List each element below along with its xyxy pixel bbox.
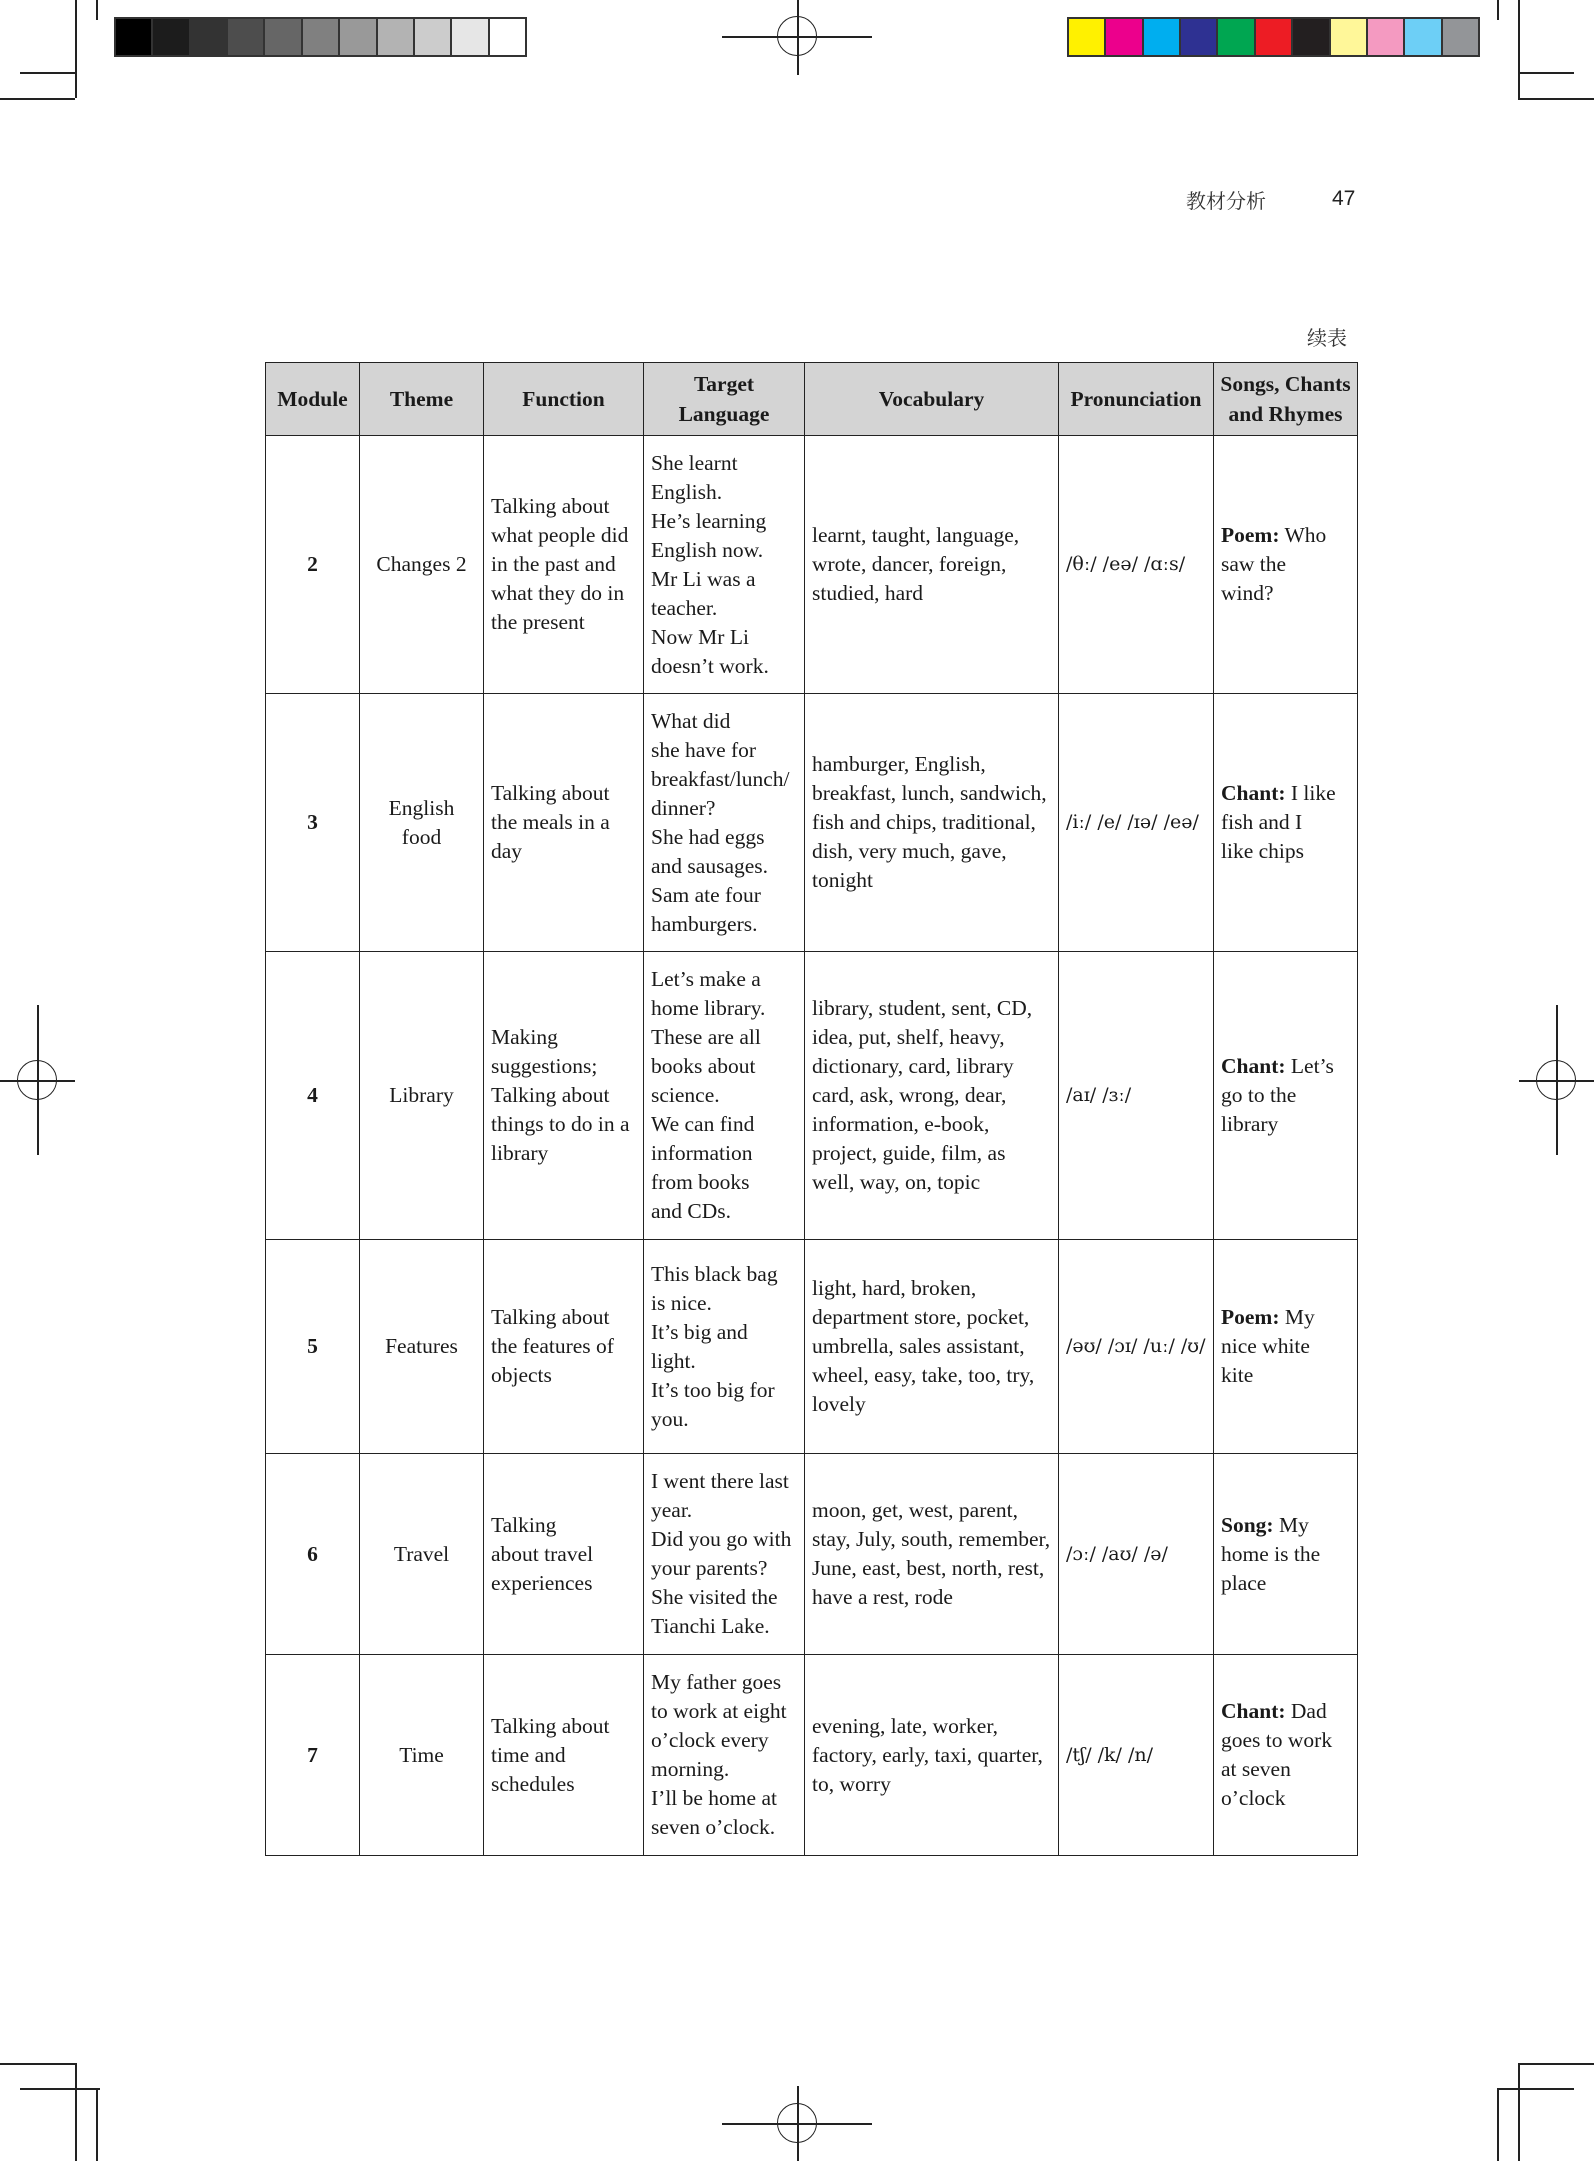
vocabulary-cell [805, 952, 1059, 1240]
cell-text-line [1221, 521, 1350, 550]
cell-text-line: idea, put, shelf, heavy, [812, 1025, 1005, 1049]
table-row [266, 1454, 1358, 1655]
cell-text-line: to work at eight [651, 1699, 787, 1723]
theme-cell [360, 1454, 484, 1655]
cell-text-line: Talking about [491, 494, 610, 518]
song-chant-rhyme-cell [1214, 952, 1358, 1240]
cell-text-line: Changes 2 [376, 552, 467, 576]
header-text-line: Pronunciation [1070, 387, 1202, 411]
cell-text-line: library [491, 1141, 549, 1165]
header-theme [360, 363, 484, 436]
target-language-cell [644, 1655, 805, 1856]
header-module [266, 363, 360, 436]
cell-text-line: seven o’clock. [651, 1815, 776, 1839]
cell-text-line: Mr Li was a [651, 566, 756, 591]
header-text-line: Function [522, 387, 605, 411]
cell-text-line: and sausages. [651, 853, 769, 878]
cell-text-line: fish and I [1221, 810, 1303, 834]
cell-text-line: Sam ate four [651, 882, 761, 907]
song-type-label: Song: [1221, 1512, 1274, 1537]
cell-text-line: in the past and [491, 552, 616, 576]
process-color-swatch [1443, 19, 1478, 55]
cell-text-line: Time [399, 1742, 444, 1767]
cell-text-line: information, e-book, [812, 1112, 990, 1136]
cell-text-line: science. [651, 1083, 720, 1107]
cell-text-line: about travel [491, 1541, 594, 1566]
header-vocabulary [805, 363, 1059, 436]
cell-text-line: She learnt [651, 450, 738, 475]
cell-text-line: o’clock every [651, 1728, 769, 1752]
pronunciation-cell: /θː/ /eə/ /ɑːs/ [1059, 436, 1214, 694]
cell-text-line: I’ll be home at [651, 1786, 777, 1810]
process-color-swatch [1106, 19, 1143, 55]
cell-text-line: tonight [812, 868, 873, 892]
cell-text-line: Tianchi Lake. [651, 1614, 770, 1638]
cell-text-line: factory, early, taxi, quarter, [812, 1742, 1043, 1767]
cell-text-line: have a rest, rode [812, 1585, 953, 1609]
cell-text-line: information [651, 1141, 753, 1165]
cell-text-line: wrote, dancer, foreign, [812, 552, 1007, 576]
cell-text-line: breakfast, lunch, sandwich, [812, 781, 1047, 805]
cell-text-line: light. [651, 1348, 696, 1373]
process-color-swatch [1331, 19, 1368, 55]
process-color-swatch [1218, 19, 1255, 55]
table-row [266, 1240, 1358, 1454]
cell-text-line [1221, 1697, 1350, 1726]
target-language-cell [644, 694, 805, 952]
theme-cell [360, 694, 484, 952]
cell-text-line: o’clock [1221, 1786, 1286, 1810]
grayscale-swatch [303, 19, 340, 55]
song-title-text: Dad [1285, 1699, 1327, 1723]
cell-text-line: Library [389, 1083, 454, 1107]
target-language-cell [644, 1454, 805, 1655]
grayscale-swatch [490, 19, 525, 55]
cell-text-line: breakfast/lunch/ [651, 766, 790, 791]
cell-text-line: is nice. [651, 1290, 712, 1315]
header-text-line: and Rhymes [1228, 402, 1343, 426]
song-type-label: Chant: [1221, 1054, 1286, 1078]
cell-text-line: hamburgers. [651, 911, 758, 936]
cell-text-line: Talking about [491, 1305, 610, 1329]
cell-text-line: go to the [1221, 1083, 1297, 1107]
cell-text-line: like chips [1221, 839, 1304, 863]
cell-text-line: library [1221, 1112, 1279, 1136]
grayscale-bar [114, 17, 527, 57]
module-cell: 4 [266, 952, 360, 1240]
target-language-cell [644, 1240, 805, 1454]
module-cell: 2 [266, 436, 360, 694]
cell-text-line: schedules [491, 1771, 575, 1796]
song-type-label: Chant: [1221, 1699, 1286, 1723]
grayscale-swatch [116, 19, 153, 55]
cell-text-line: light, hard, broken, [812, 1276, 977, 1300]
cell-text-line: It’s too big for [651, 1377, 775, 1402]
cell-text-line: project, guide, film, as [812, 1141, 1006, 1165]
cell-text-line: Talking about [491, 1083, 610, 1107]
vocabulary-cell [805, 694, 1059, 952]
continued-label: 续表 [1307, 326, 1347, 350]
pronunciation-cell: /ɔː/ /aʊ/ /ə/ [1059, 1454, 1214, 1655]
cell-text-line: at seven [1221, 1757, 1291, 1781]
function-cell [484, 1454, 644, 1655]
song-chant-rhyme-cell [1214, 694, 1358, 952]
cell-text-line: day [491, 839, 523, 863]
header-text-line: Songs, Chants [1220, 372, 1351, 396]
cell-text-line: to, worry [812, 1771, 891, 1796]
cell-text-line: Now Mr Li [651, 624, 749, 649]
cell-text-line: you. [651, 1406, 689, 1431]
song-type-label: Poem: [1221, 523, 1280, 547]
cell-text-line: June, east, best, north, rest, [812, 1556, 1045, 1580]
cell-text-line: your parents? [651, 1556, 768, 1580]
vocabulary-cell [805, 436, 1059, 694]
cell-text-line: goes to work [1221, 1728, 1333, 1752]
cell-text-line: Travel [393, 1541, 450, 1566]
song-title-text: My [1279, 1305, 1315, 1329]
cell-text-line: objects [491, 1363, 552, 1387]
cell-text-line: Let’s make a [651, 967, 761, 991]
cell-text-line: My father goes [651, 1670, 782, 1694]
song-chant-rhyme-cell [1214, 436, 1358, 694]
cell-text-line: wheel, easy, take, too, try, [812, 1363, 1035, 1387]
cell-text-line: teacher. [651, 595, 718, 620]
cell-text-line: home is the [1221, 1541, 1321, 1566]
process-color-swatch [1181, 19, 1218, 55]
song-type-label: Poem: [1221, 1305, 1280, 1329]
function-cell [484, 694, 644, 952]
cell-text-line: These are all [651, 1025, 761, 1049]
cell-text-line: learnt, taught, language, [812, 523, 1020, 547]
header-text-line: Vocabulary [878, 387, 985, 411]
function-cell [484, 436, 644, 694]
header-text-line: Language [678, 402, 770, 426]
cell-text-line: dictionary, card, library [812, 1054, 1014, 1078]
pronunciation-cell: /iː/ /e/ /ɪə/ /eə/ [1059, 694, 1214, 952]
cell-text-line: English. [651, 479, 723, 504]
header-text-line: Target [693, 372, 755, 396]
song-chant-rhyme-cell [1214, 1240, 1358, 1454]
cell-text-line: This black bag [651, 1261, 778, 1286]
grayscale-swatch [415, 19, 452, 55]
pronunciation-cell: /tʃ/ /k/ /n/ [1059, 1655, 1214, 1856]
cell-text-line: Features [385, 1334, 458, 1358]
header-target-language [644, 363, 805, 436]
cell-text-line: She visited the [651, 1585, 778, 1609]
cell-text-line: home library. [651, 996, 766, 1020]
cell-text-line: and CDs. [651, 1199, 732, 1223]
cell-text-line: from books [651, 1170, 750, 1194]
curriculum-table [265, 362, 1358, 1856]
target-language-cell [644, 436, 805, 694]
cell-text-line: the meals in a [491, 810, 610, 834]
cell-text-line: English [388, 795, 455, 820]
cell-text-line: Talking about [491, 1713, 610, 1738]
grayscale-swatch [191, 19, 228, 55]
table-row [266, 694, 1358, 952]
pronunciation-cell: /aɪ/ /ɜː/ [1059, 952, 1214, 1240]
process-color-swatch [1144, 19, 1181, 55]
song-title-text: I like [1285, 781, 1336, 805]
cell-text-line: She had eggs [651, 824, 765, 849]
cell-text-line: stay, July, south, remember, [812, 1527, 1051, 1551]
cell-text-line: books about [651, 1054, 756, 1078]
cell-text-line: I went there last [651, 1469, 789, 1493]
function-cell [484, 1240, 644, 1454]
cell-text-line: wind? [1221, 581, 1274, 605]
song-title-text: Who [1279, 523, 1327, 547]
cell-text-line: moon, get, west, parent, [812, 1498, 1018, 1522]
vocabulary-cell [805, 1655, 1059, 1856]
cell-text-line: English now. [651, 537, 764, 562]
vocabulary-cell [805, 1454, 1059, 1655]
cell-text-line: library, student, sent, CD, [812, 996, 1033, 1020]
cell-text-line: well, way, on, topic [812, 1170, 981, 1194]
cell-text-line [1221, 1303, 1350, 1332]
cell-text-line: year. [651, 1498, 693, 1522]
cell-text-line: the features of [491, 1334, 614, 1358]
cell-text-line: What did [651, 708, 731, 733]
grayscale-swatch [265, 19, 302, 55]
song-title-text: Let’s [1285, 1054, 1334, 1078]
cell-text-line: department store, pocket, [812, 1305, 1030, 1329]
module-cell: 3 [266, 694, 360, 952]
cell-text-line: doesn’t work. [651, 653, 769, 678]
grayscale-swatch [452, 19, 489, 55]
cell-text-line: dinner? [651, 795, 716, 820]
theme-cell [360, 952, 484, 1240]
cell-text-line [1221, 1511, 1350, 1540]
vocabulary-cell [805, 1240, 1059, 1454]
cell-text-line: studied, hard [812, 581, 924, 605]
cell-text-line: what they do in [491, 581, 625, 605]
cell-text-line: umbrella, sales assistant, [812, 1334, 1025, 1358]
cell-text-line: dish, very much, gave, [812, 839, 1007, 863]
cell-text-line: time and [491, 1742, 566, 1767]
theme-cell [360, 436, 484, 694]
section-label: 教材分析 [1186, 189, 1266, 213]
cell-text-line: she have for [651, 737, 757, 762]
process-color-swatch [1069, 19, 1106, 55]
cell-text-line: It’s big and [651, 1319, 748, 1344]
function-cell [484, 952, 644, 1240]
process-color-swatch [1405, 19, 1442, 55]
grayscale-swatch [153, 19, 190, 55]
header-songs-chants-rhymes [1214, 363, 1358, 436]
cell-text-line: nice white [1221, 1334, 1310, 1358]
table-row [266, 1655, 1358, 1856]
process-color-swatch [1293, 19, 1330, 55]
cell-text-line: experiences [491, 1570, 593, 1595]
header-pronunciation [1059, 363, 1214, 436]
table-row [266, 436, 1358, 694]
pronunciation-cell: /əʊ/ /ɔɪ/ /uː/ /ʊ/ [1059, 1240, 1214, 1454]
cell-text-line: fish and chips, traditional, [812, 810, 1036, 834]
song-title-text: My [1273, 1512, 1309, 1537]
cell-text-line: Making [491, 1025, 558, 1049]
grayscale-swatch [378, 19, 415, 55]
cell-text-line: things to do in a [491, 1112, 630, 1136]
module-cell: 7 [266, 1655, 360, 1856]
header-text-line: Module [277, 387, 348, 411]
theme-cell [360, 1240, 484, 1454]
song-type-label: Chant: [1221, 781, 1286, 805]
table-header-row [266, 363, 1358, 436]
cell-text-line: what people did [491, 523, 629, 547]
cell-text-line: evening, late, worker, [812, 1713, 998, 1738]
cell-text-line: He’s learning [651, 508, 767, 533]
header-function [484, 363, 644, 436]
module-cell: 5 [266, 1240, 360, 1454]
cell-text-line: Talking about [491, 781, 610, 805]
cell-text-line [1221, 779, 1350, 808]
cell-text-line: the present [491, 610, 585, 634]
cell-text-line: kite [1221, 1363, 1254, 1387]
cell-text-line [1221, 1052, 1350, 1081]
cell-text-line: We can find [651, 1112, 755, 1136]
header-text-line: Theme [389, 387, 454, 411]
cell-text-line: suggestions; [491, 1054, 598, 1078]
theme-cell [360, 1655, 484, 1856]
cell-text-line: hamburger, English, [812, 752, 986, 776]
cell-text-line: lovely [812, 1392, 866, 1416]
cell-text-line: food [401, 824, 442, 849]
cell-text-line: Did you go with [651, 1527, 792, 1551]
cell-text-line: card, ask, wrong, dear, [812, 1083, 1007, 1107]
cell-text-line: place [1221, 1570, 1267, 1595]
grayscale-swatch [228, 19, 265, 55]
process-color-swatch [1368, 19, 1405, 55]
song-chant-rhyme-cell [1214, 1454, 1358, 1655]
table-row [266, 952, 1358, 1240]
song-chant-rhyme-cell [1214, 1655, 1358, 1856]
function-cell [484, 1655, 644, 1856]
cell-text-line: saw the [1221, 552, 1287, 576]
cell-text-line: Talking [491, 1512, 557, 1537]
page-number: 47 [1332, 187, 1356, 210]
process-color-swatch [1256, 19, 1293, 55]
target-language-cell [644, 952, 805, 1240]
grayscale-swatch [340, 19, 377, 55]
cell-text-line: morning. [651, 1757, 730, 1781]
process-color-bar [1067, 17, 1480, 57]
module-cell: 6 [266, 1454, 360, 1655]
